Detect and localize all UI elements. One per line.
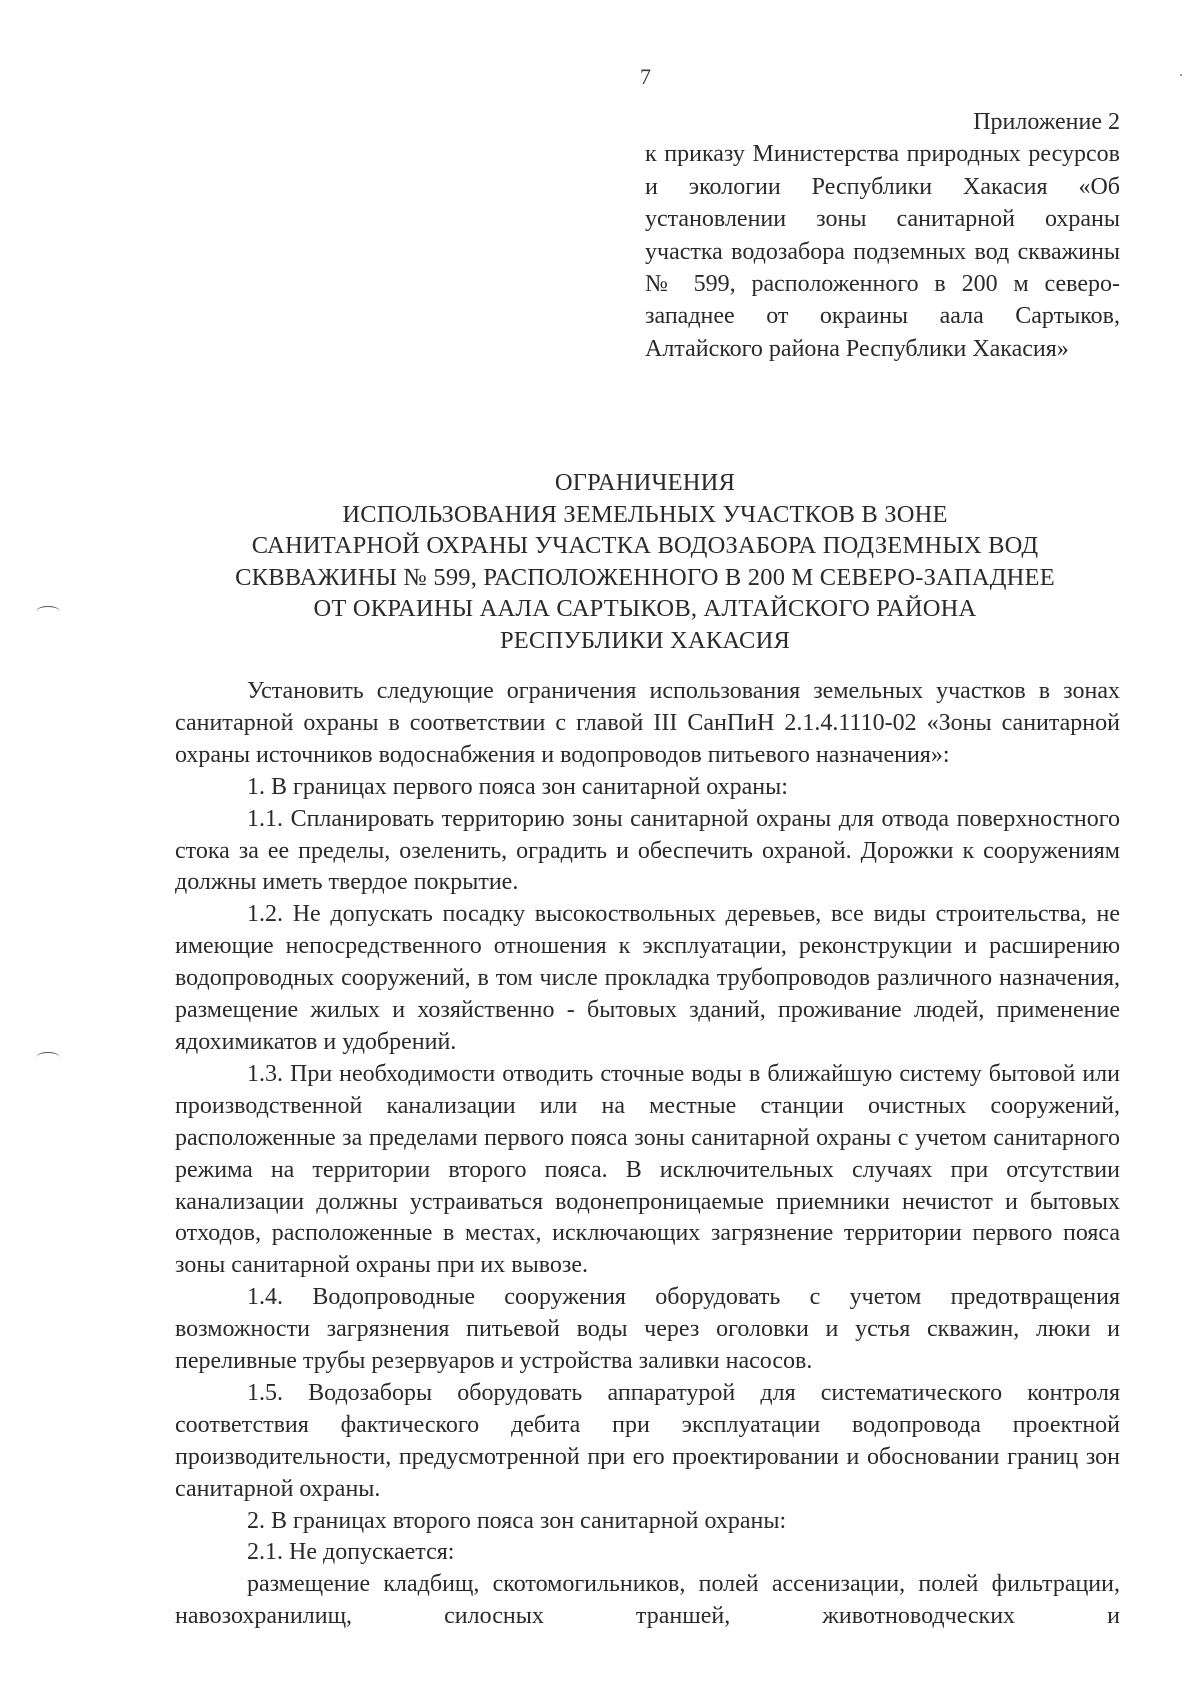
heading-line: РЕСПУБЛИКИ ХАКАСИЯ xyxy=(499,626,791,654)
paragraph-1-5: 1.5. Водозаборы оборудовать аппаратурой для систематического контроля соответствия фактического дебита при эксплуатации водопровода проектной производительности, предусмотренной при его проектировании и обосновании границ зон санитарной охраны. xyxy=(175,1379,1120,1502)
heading-line: ОГРАНИЧЕНИЯ xyxy=(554,469,736,496)
paragraph-1-2: 1.2. Не допускать посадку высокоствольных деревьев, все виды строительства, не имеющие непосредственного отношения к эксплуатации, реконструкции и расширению водопроводных сооружений, в том числе прокладка трубопроводов различного назначения, размещение жилых и хозяйственно - бытовых зданий, проживание людей, применение ядохимикатов и удобрений. xyxy=(175,901,1120,1055)
heading-line: ИСПОЛЬЗОВАНИЯ ЗЕМЕЛЬНЫХ УЧАСТКОВ В ЗОНЕ xyxy=(342,500,948,528)
paragraph-2-1: 2.1. Не допускается: xyxy=(247,1539,455,1566)
paragraph-1-1: 1.1. Спланировать территорию зоны санитарной охраны для отвода поверхностного стока за ее пределы, озеленить, оградить и обеспечить охраной. Дорожки к сооружениям должны иметь твердое покрытие. xyxy=(175,805,1120,896)
appendix-block xyxy=(645,106,1120,365)
paragraph-1-4: 1.4. Водопроводные сооружения оборудовать с учетом предотвращения возможности загрязнения питьевой воды через оголовки и устья скважин, люки и переливные трубы резервуаров и устройства заливки насосов. xyxy=(175,1284,1120,1375)
page-number: 7 xyxy=(640,64,651,89)
appendix-title: Приложение 2 xyxy=(973,109,1120,135)
punch-hole-mark xyxy=(36,1052,60,1063)
heading-line: ОТ ОКРАИНЫ ААЛА САРТЫКОВ, АЛТАЙСКОГО РАЙОНА xyxy=(313,595,977,623)
heading-line: САНИТАРНОЙ ОХРАНЫ УЧАСТКА ВОДОЗАБОРА ПОДЗЕМНЫХ ВОД xyxy=(251,532,1039,560)
paragraph-2-1-list: размещение кладбищ, скотомогильников, полей ассенизации, полей фильтрации, навозохранилищ, силосных траншей, животноводческих и xyxy=(175,1571,1120,1630)
paragraph-section-1: 1. В границах первого пояса зон санитарной охраны: xyxy=(247,773,788,800)
appendix-text: к приказу Министерства природных ресурсов и экологии Республики Хакасия «Об установлении зоны санитарной охраны участка водозабора подземных вод скважины № 599, расположенного в 200 м северо-западнее от окраины аала Сартыков, Алтайского района Республики Хакасия» xyxy=(645,141,1120,362)
paragraph-intro: Установить следующие ограничения использования земельных участков в зонах санитарной охраны в соответствии с главой III СанПиН 2.1.4.1110-02 «Зоны санитарной охраны источников водоснабжения и водопроводов питьевого назначения»: xyxy=(175,678,1120,768)
heading-line: СКВВАЖИНЫ № 599, РАСПОЛОЖЕННОГО В 200 М СЕВЕРО-ЗАПАДНЕЕ xyxy=(235,563,1055,591)
document-body xyxy=(175,676,1120,1633)
paragraph-1-3: 1.3. При необходимости отводить сточные воды в ближайшую систему бытовой или производственной канализации или на местные станции очистных сооружений, расположенные за пределами первого пояса зоны санитарной охраны с учетом санитарного режима на территории второго пояса. В исключительных случаях при отсутствии канализации должны устраиваться водонепроницаемые приемники нечистот и бытовых отходов, расположенные в местах, исключающих загрязнение территории первого пояса зоны санитарной охраны при их вывозе. xyxy=(175,1060,1120,1279)
scan-speck xyxy=(1180,74,1182,76)
punch-hole-mark xyxy=(36,606,60,617)
paragraph-section-2: 2. В границах второго пояса зон санитарной охраны: xyxy=(247,1507,787,1534)
document-heading xyxy=(170,467,1120,657)
